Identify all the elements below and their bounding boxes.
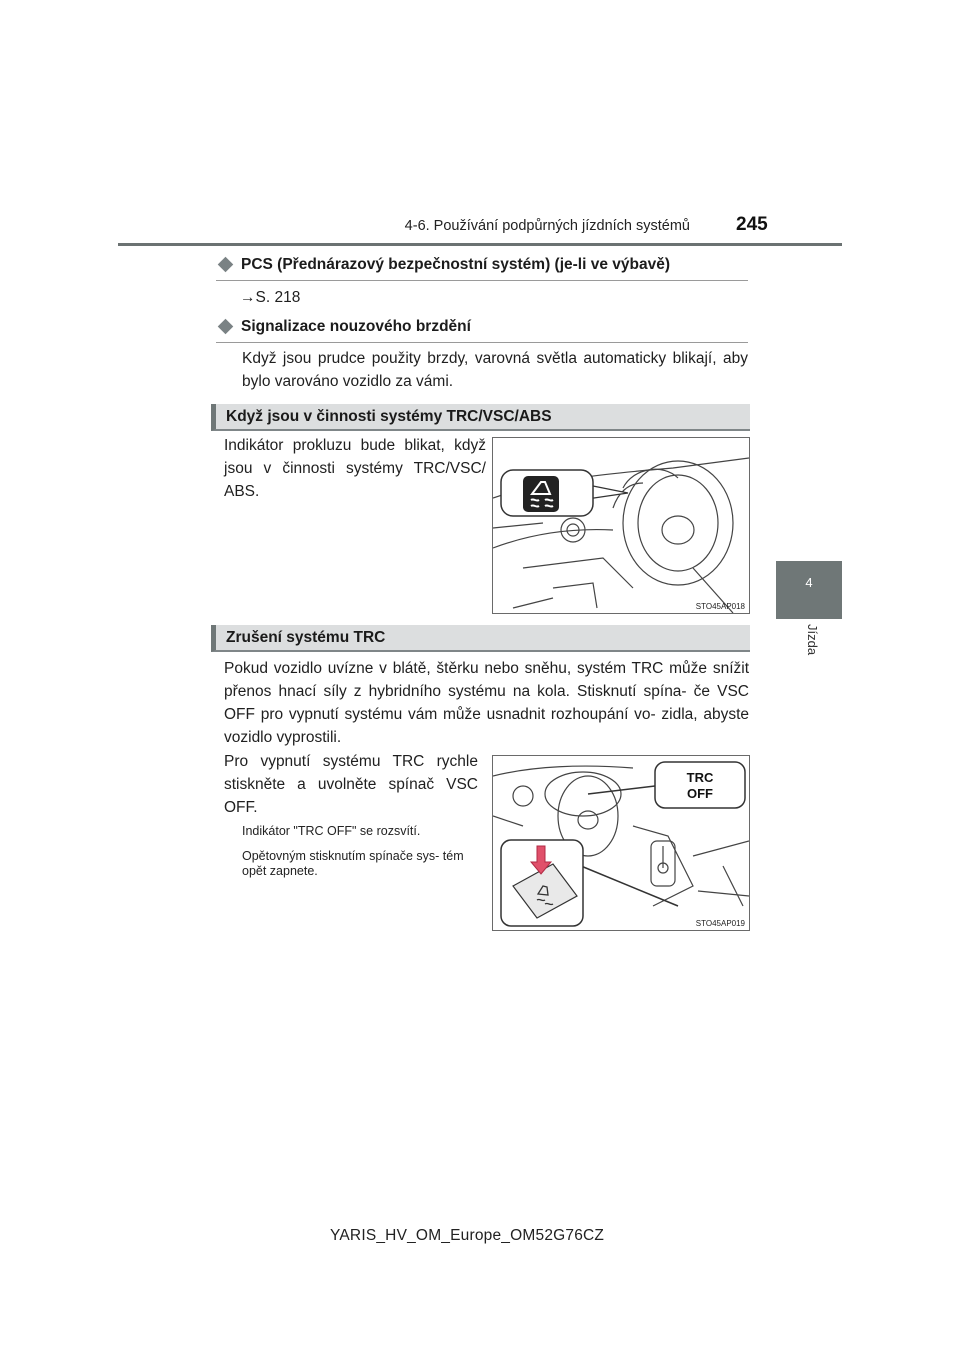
trc-off-paragraph: Pokud vozidlo uvízne v blátě, štěrku nebo sněhu, systém TRC může snížit přenos hnací síly z hybridního systému na kola. Stisknutí spína- če VSC OFF pro vypnutí systému vám může usnadnit rozhoupání vo- zidla, abyste vozidlo vyprostili. [224,660,749,746]
emergency-braking-text: Když jsou prudce použity brzdy, varovná světla automaticky blikají, aby bylo varováno vozidlo za vámi. [242,350,748,390]
pcs-heading: PCS (Přednárazový bezpečnostní systém) (je-li ve výbavě) [216,256,748,281]
trc-off-indicator-label-bottom: OFF [687,786,713,801]
vsc-off-switch-illustration [493,756,749,930]
slip-indicator-text: Indikátor prokluzu bude blikat, když jsou v činnosti systémy TRC/VSC/ ABS. [224,437,486,500]
trc-off-indicator-label-top: TRC [686,770,714,785]
section-title-trc-off: Zrušení systému TRC [211,625,750,652]
diamond-bullet-icon [218,319,234,335]
pcs-page-reference[interactable]: →S. 218 [240,289,301,306]
figure-code: STO45AP019 [695,919,745,928]
header-section-title: 4-6. Používání podpůrných jízdních systémů [404,218,690,234]
trc-off-instruction: Pro vypnutí systému TRC rychle stiskněte a uvolněte spínač VSC OFF. [224,753,478,816]
document-id: YARIS_HV_OM_Europe_OM52G76CZ [330,1227,605,1244]
note-press-again: Opětovným stisknutím spínače sys- tém opět zapnete. [242,849,464,878]
emergency-braking-heading: Signalizace nouzového brzdění [216,318,748,343]
figure-code: STO45AP018 [695,602,745,611]
header-divider [118,243,842,246]
chapter-number: 4 [805,575,813,590]
page-number: 245 [736,214,768,235]
dashboard-illustration [493,438,749,613]
figure-slip-indicator [492,437,750,614]
section-title-trc-vsc-abs: Když jsou v činnosti systémy TRC/VSC/ABS [211,404,750,431]
chapter-title: Jízda [805,624,820,656]
note-trc-off-lights: Indikátor "TRC OFF" se rozsvítí. [242,824,421,838]
figure-vsc-off-switch [492,755,750,931]
chapter-tab[interactable] [776,561,842,619]
diamond-bullet-icon [218,257,234,273]
